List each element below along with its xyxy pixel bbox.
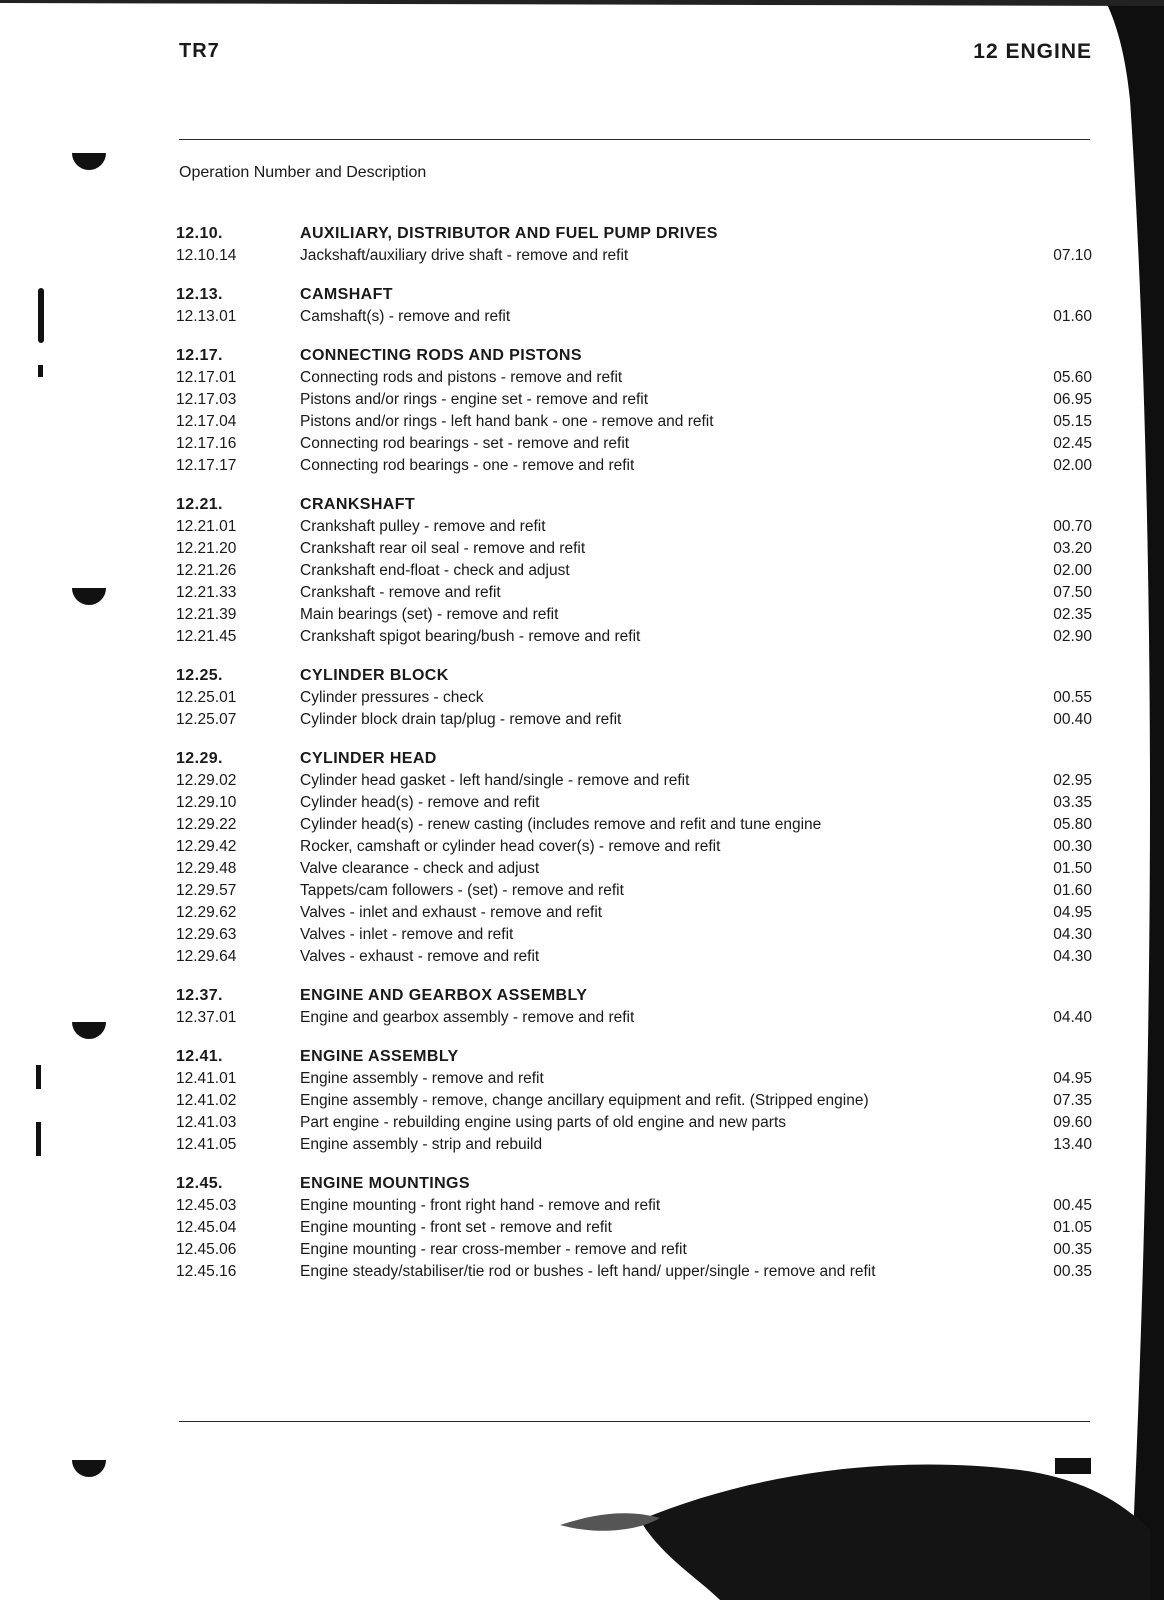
section-heading [176, 345, 1092, 367]
operation-time: 03.35 [1053, 794, 1092, 811]
operation-code: 12.10.14 [176, 247, 237, 264]
section-title: ENGINE ASSEMBLY [300, 1048, 459, 1065]
operation-section [176, 1173, 1092, 1283]
operation-section [176, 494, 1092, 648]
operation-time: 02.35 [1053, 606, 1092, 623]
operation-code: 12.17.04 [176, 413, 237, 430]
operation-code: 12.29.48 [176, 860, 237, 877]
operation-code: 12.29.10 [176, 794, 237, 811]
operation-code: 12.21.20 [176, 540, 237, 557]
operation-row [176, 582, 1092, 604]
section-code: 12.21. [176, 496, 223, 513]
operation-time: 04.30 [1053, 948, 1092, 965]
operation-time: 00.30 [1053, 838, 1092, 855]
section-title: CAMSHAFT [300, 286, 393, 303]
operation-row [176, 1112, 1092, 1134]
operation-time: 04.95 [1053, 904, 1092, 921]
operation-row [176, 1195, 1092, 1217]
operation-time: 04.40 [1053, 1009, 1092, 1026]
operation-code: 12.45.03 [176, 1197, 237, 1214]
operation-time: 02.95 [1053, 772, 1092, 789]
operation-code: 12.25.01 [176, 689, 237, 706]
operation-time: 04.95 [1053, 1070, 1092, 1087]
operation-description: Engine mounting - front right hand - remove and refit [300, 1197, 661, 1214]
section-heading [176, 1173, 1092, 1195]
section-heading [176, 494, 1092, 516]
operation-time: 00.35 [1053, 1241, 1092, 1258]
operation-description: Engine and gearbox assembly - remove and refit [300, 1009, 635, 1026]
operation-row [176, 770, 1092, 792]
section-heading [176, 284, 1092, 306]
operation-description: Engine assembly - strip and rebuild [300, 1136, 543, 1153]
operation-row [176, 687, 1092, 709]
section-title: CYLINDER HEAD [300, 750, 437, 767]
operation-description: Engine mounting - front set - remove and refit [300, 1219, 612, 1236]
operation-code: 12.17.17 [176, 457, 237, 474]
operation-row [176, 245, 1092, 267]
operation-row [176, 709, 1092, 731]
section-code: 12.13. [176, 286, 223, 303]
operation-description: Engine assembly - remove and refit [300, 1070, 544, 1087]
operation-code: 12.41.01 [176, 1070, 237, 1087]
operation-time: 00.70 [1053, 518, 1092, 535]
operation-description: Crankshaft rear oil seal - remove and refit [300, 540, 586, 557]
section-title: ENGINE AND GEARBOX ASSEMBLY [300, 987, 588, 1004]
operation-time: 02.00 [1053, 457, 1092, 474]
operation-row [176, 946, 1092, 968]
operation-row [176, 411, 1092, 433]
operation-code: 12.41.02 [176, 1092, 237, 1109]
operation-row [176, 367, 1092, 389]
operation-row [176, 1090, 1092, 1112]
operation-time: 05.80 [1053, 816, 1092, 833]
section-title: AUXILIARY, DISTRIBUTOR AND FUEL PUMP DRIVES [300, 225, 718, 242]
operation-code: 12.21.01 [176, 518, 237, 535]
operation-description: Connecting rod bearings - one - remove and refit [300, 457, 635, 474]
operation-time: 04.30 [1053, 926, 1092, 943]
operation-section [176, 985, 1092, 1029]
section-heading [176, 665, 1092, 687]
operation-code: 12.29.22 [176, 816, 237, 833]
operation-time: 13.40 [1053, 1136, 1092, 1153]
scan-mark [36, 1122, 41, 1156]
section-code: 12.29. [176, 750, 223, 767]
operation-description: Valves - exhaust - remove and refit [300, 948, 540, 965]
operation-row [176, 604, 1092, 626]
section-code: 12.17. [176, 347, 223, 364]
operation-code: 12.29.63 [176, 926, 237, 943]
section-title: ENGINE MOUNTINGS [300, 1175, 470, 1192]
operation-description: Connecting rod bearings - set - remove and refit [300, 435, 630, 452]
operation-description: Crankshaft end-float - check and adjust [300, 562, 570, 579]
section-title: CRANKSHAFT [300, 496, 416, 513]
operation-code: 12.45.06 [176, 1241, 237, 1258]
section-code: 12.41. [176, 1048, 223, 1065]
binder-hole [72, 1460, 106, 1477]
operation-code: 12.45.16 [176, 1263, 237, 1280]
operation-code: 12.45.04 [176, 1219, 237, 1236]
operation-description: Pistons and/or rings - left hand bank - one - remove and refit [300, 413, 714, 430]
operation-row [176, 560, 1092, 582]
section-code: 12.45. [176, 1175, 223, 1192]
operation-time: 07.10 [1053, 247, 1092, 264]
operation-code: 12.29.42 [176, 838, 237, 855]
operation-description: Engine mounting - rear cross-member - remove and refit [300, 1241, 687, 1258]
scan-mark [38, 365, 43, 377]
operation-code: 12.29.57 [176, 882, 237, 899]
scan-mark [38, 288, 44, 343]
operation-row [176, 626, 1092, 648]
operation-row [176, 516, 1092, 538]
operation-time: 02.45 [1053, 435, 1092, 452]
operation-time: 09.60 [1053, 1114, 1092, 1131]
operation-time: 01.60 [1053, 882, 1092, 899]
section-header: 12 ENGINE [973, 40, 1092, 63]
operation-code: 12.21.26 [176, 562, 237, 579]
section-title: CYLINDER BLOCK [300, 667, 449, 684]
operation-time: 06.95 [1053, 391, 1092, 408]
operation-row [176, 924, 1092, 946]
section-heading [176, 748, 1092, 770]
operation-time: 03.20 [1053, 540, 1092, 557]
operation-row [176, 858, 1092, 880]
operation-code: 12.25.07 [176, 711, 237, 728]
operation-code: 12.21.39 [176, 606, 237, 623]
operation-description: Camshaft(s) - remove and refit [300, 308, 511, 325]
operation-row [176, 1217, 1092, 1239]
operation-time: 02.90 [1053, 628, 1092, 645]
section-heading [176, 985, 1092, 1007]
section-code: 12.25. [176, 667, 223, 684]
operation-time: 07.35 [1053, 1092, 1092, 1109]
header-rule [179, 139, 1090, 140]
operation-description: Crankshaft pulley - remove and refit [300, 518, 546, 535]
model-header: TR7 [179, 40, 220, 62]
operation-row [176, 880, 1092, 902]
operation-time: 00.35 [1053, 1263, 1092, 1280]
operation-section [176, 748, 1092, 968]
operation-row [176, 792, 1092, 814]
section-title: CONNECTING RODS AND PISTONS [300, 347, 582, 364]
operation-description: Valves - inlet and exhaust - remove and refit [300, 904, 603, 921]
operation-section [176, 223, 1092, 267]
operation-description: Cylinder block drain tap/plug - remove and refit [300, 711, 622, 728]
operation-description: Cylinder pressures - check [300, 689, 484, 706]
operation-description: Crankshaft - remove and refit [300, 584, 501, 601]
operation-time: 01.05 [1053, 1219, 1092, 1236]
operation-code: 12.13.01 [176, 308, 237, 325]
operation-description: Cylinder head(s) - renew casting (includes remove and refit and tune engine [300, 816, 822, 833]
section-code: 12.37. [176, 987, 223, 1004]
operation-description: Jackshaft/auxiliary drive shaft - remove and refit [300, 247, 629, 264]
operation-description: Cylinder head gasket - left hand/single - remove and refit [300, 772, 690, 789]
operation-code: 12.17.01 [176, 369, 237, 386]
operation-code: 12.29.62 [176, 904, 237, 921]
binder-hole [72, 153, 106, 170]
operation-row [176, 389, 1092, 411]
operation-code: 12.17.03 [176, 391, 237, 408]
operation-description: Main bearings (set) - remove and refit [300, 606, 559, 623]
operation-code: 12.21.33 [176, 584, 237, 601]
operation-section [176, 665, 1092, 731]
operation-section [176, 284, 1092, 328]
operation-row [176, 1134, 1092, 1156]
section-heading [176, 1046, 1092, 1068]
operation-time: 00.55 [1053, 689, 1092, 706]
operation-code: 12.17.16 [176, 435, 237, 452]
operation-code: 12.37.01 [176, 1009, 237, 1026]
operation-code: 12.21.45 [176, 628, 237, 645]
operation-row [176, 814, 1092, 836]
operation-code: 12.41.05 [176, 1136, 237, 1153]
operation-description: Engine steady/stabiliser/tie rod or bushes - left hand/ upper/single - remove and refit [300, 1263, 876, 1280]
operation-description: Rocker, camshaft or cylinder head cover(s) - remove and refit [300, 838, 721, 855]
operation-row [176, 902, 1092, 924]
operation-row [176, 455, 1092, 477]
operation-description: Connecting rods and pistons - remove and refit [300, 369, 623, 386]
column-subtitle: Operation Number and Description [179, 164, 427, 181]
operations-list [176, 223, 1092, 1300]
scan-mark [36, 1065, 41, 1089]
operation-description: Crankshaft spigot bearing/bush - remove and refit [300, 628, 641, 645]
section-code: 12.10. [176, 225, 223, 242]
operation-code: 12.29.64 [176, 948, 237, 965]
operation-time: 01.50 [1053, 860, 1092, 877]
section-heading [176, 223, 1092, 245]
operation-time: 00.45 [1053, 1197, 1092, 1214]
operation-description: Part engine - rebuilding engine using parts of old engine and new parts [300, 1114, 786, 1131]
footer-rule [179, 1421, 1090, 1422]
operation-section [176, 345, 1092, 477]
operation-row [176, 1261, 1092, 1283]
operation-time: 00.40 [1053, 711, 1092, 728]
operation-description: Pistons and/or rings - engine set - remove and refit [300, 391, 649, 408]
operation-code: 12.29.02 [176, 772, 237, 789]
operation-time: 05.60 [1053, 369, 1092, 386]
operation-description: Valves - inlet - remove and refit [300, 926, 514, 943]
operation-row [176, 1007, 1092, 1029]
operation-row [176, 836, 1092, 858]
operation-row [176, 538, 1092, 560]
operation-time: 05.15 [1053, 413, 1092, 430]
binder-hole [72, 1022, 106, 1039]
binder-hole [72, 588, 106, 605]
operation-code: 12.41.03 [176, 1114, 237, 1131]
operation-row [176, 306, 1092, 328]
operation-time: 02.00 [1053, 562, 1092, 579]
operation-description: Engine assembly - remove, change ancillary equipment and refit. (Stripped engine) [300, 1092, 869, 1109]
operation-description: Tappets/cam followers - (set) - remove and refit [300, 882, 624, 899]
operation-row [176, 1239, 1092, 1261]
operation-time: 01.60 [1053, 308, 1092, 325]
operation-row [176, 433, 1092, 455]
operation-time: 07.50 [1053, 584, 1092, 601]
operation-row [176, 1068, 1092, 1090]
operation-section [176, 1046, 1092, 1156]
operation-description: Valve clearance - check and adjust [300, 860, 540, 877]
operation-description: Cylinder head(s) - remove and refit [300, 794, 540, 811]
